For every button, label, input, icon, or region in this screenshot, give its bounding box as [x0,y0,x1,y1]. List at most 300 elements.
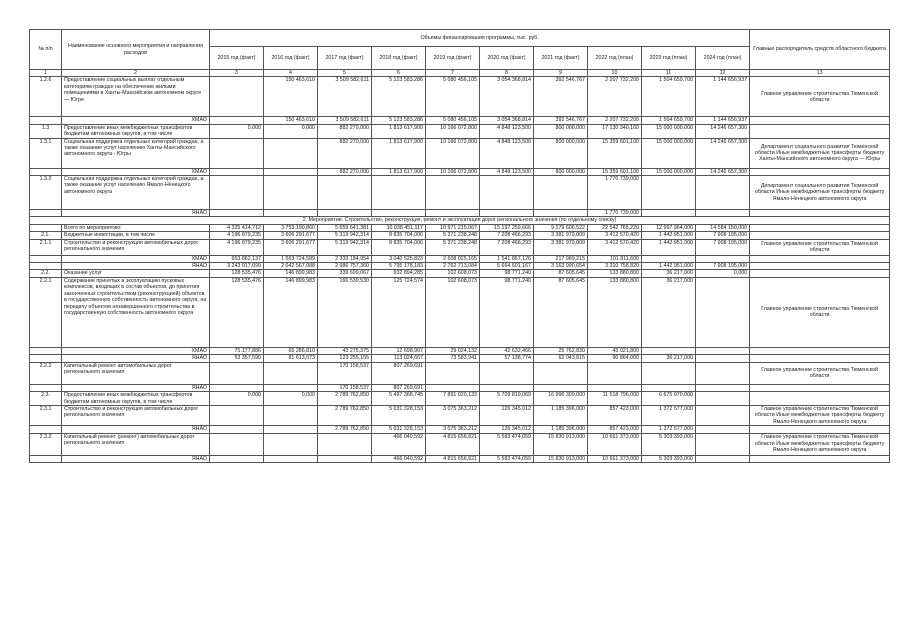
region-label: ЯНАО [62,455,210,462]
row-name: Предоставление иных межбюджетных трансфертов бюджетам автономных округов, в том числе [62,124,210,138]
cell-value: 5 371 238,248 [426,239,480,255]
cell-value: 42 632,466 [480,347,534,354]
cell-value [696,347,750,354]
cell-value: 7 908 195,000 [696,232,750,239]
cell-value [696,176,750,210]
cell-value [210,426,264,433]
cell-value [372,176,426,210]
cell-value: 466 040,592 [372,433,426,455]
cell-value: 2 042 567,088 [264,263,318,270]
distributor-cell [750,455,890,462]
column-index: 8 [480,70,534,77]
column-index: 6 [372,70,426,77]
distributor-cell [750,263,890,270]
cell-value [210,77,264,117]
cell-value: 15 359 601,100 [588,168,642,175]
cell-value [210,117,264,124]
cell-value [480,384,534,391]
column-index: 3 [210,70,264,77]
region-label: ХМАО [62,168,210,175]
distributor-cell [750,224,890,231]
cell-value: 3 753 190,860 [264,224,318,231]
cell-value: 90 864,000 [588,355,642,362]
table-row [30,138,890,168]
distributor-cell [750,124,890,138]
table-row [30,224,890,231]
cell-value: 0,000 [264,392,318,406]
cell-value: 3 606 291,677 [264,232,318,239]
cell-value: 98 771,240 [480,270,534,277]
cell-value [642,362,696,384]
cell-value: 3 040 525,823 [372,255,426,262]
cell-value: 1 442 951,000 [642,239,696,255]
cell-value: 2 762 713,084 [426,263,480,270]
table-row [30,217,890,224]
region-label: ХМАО [62,347,210,354]
table-row [30,270,890,277]
cell-value: 101 811,600 [588,255,642,262]
row-number [30,255,62,262]
cell-value: 126 345,012 [480,405,534,425]
cell-value: 3 381 979,009 [534,232,588,239]
col-num-header: № п/п [30,30,62,70]
cell-value: 3 412 570,420 [588,239,642,255]
cell-value: 0,000 [264,124,318,138]
cell-value: 800 000,000 [534,124,588,138]
cell-value: 5 123 583,286 [372,117,426,124]
cell-value: 53 357,590 [210,355,264,362]
row-number [30,263,62,270]
year-header: 2020 год (факт) [480,47,534,70]
section-header: 2. Мероприятие: Строительство, реконструкция, ремонт и эксплуатация дорог регионального значения (по отдельному списку) [30,217,890,224]
distributor-cell [750,355,890,362]
cell-value [372,210,426,217]
column-index: 4 [264,70,318,77]
cell-value: 3 054 368,814 [480,77,534,117]
row-name: Бюджетные инвестиции, в том числе [62,232,210,239]
year-header: 2015 год (факт) [210,47,264,70]
row-name: Социальная поддержка отдельных категорий граждан, а также оказание услуг населению Ханты-Мансийского автономного округа - Югры [62,138,210,168]
table-row [30,263,890,270]
row-name: Строительство и реконструкция автомобильных дорог регионального значения [62,405,210,425]
row-number [30,384,62,391]
cell-value: 217 989,215 [534,255,588,262]
column-index: 1 [30,70,62,77]
table-row [30,176,890,210]
cell-value: 5 303 393,000 [642,433,696,455]
row-number: 2.3.2 [30,433,62,455]
row-name: Капитальный ремонт (ремонт) автомобильных дорог регионального значения [62,433,210,455]
cell-value: 392 546,767 [534,117,588,124]
cell-value: 0,000 [696,270,750,277]
cell-value: 1 813 617,900 [372,124,426,138]
distributor-cell: Главное управление строительства Тюменской области Иные межбюджетные трансферты бюджету Ямало-Ненецкого автономного округа [750,433,890,455]
row-number [30,224,62,231]
cell-value: 3 310 758,820 [588,263,642,270]
table-row [30,405,890,425]
distributor-cell [750,270,890,277]
cell-value [696,405,750,425]
row-number: 2.2. [30,270,62,277]
cell-value [696,384,750,391]
cell-value: 10 166 072,800 [426,124,480,138]
cell-value [264,405,318,425]
cell-value [210,405,264,425]
cell-value: 25 762,830 [534,347,588,354]
cell-value: 1 504 659,700 [642,77,696,117]
column-index: 11 [642,70,696,77]
cell-value [264,433,318,455]
table-row [30,455,890,462]
cell-value [318,455,372,462]
cell-value [210,455,264,462]
cell-value: 14 246 657,300 [696,168,750,175]
cell-value [210,168,264,175]
cell-value: 128 535,476 [210,270,264,277]
region-label: ЯНАО [62,263,210,270]
cell-value [264,455,318,462]
cell-value [210,362,264,384]
row-number [30,168,62,175]
distributor-cell [750,347,890,354]
distributor-cell [750,168,890,175]
cell-value: 2 207 732,200 [588,77,642,117]
cell-value: 22 542 765,220 [588,224,642,231]
column-index: 10 [588,70,642,77]
row-name: Предоставление социальных выплат отдельным категориям граждан на обеспечение жилыми помещениями в Ханты-Мансийском автономном округе — Югре [62,77,210,117]
cell-value [318,433,372,455]
cell-value: 3 509 582,611 [318,77,372,117]
column-index: 13 [750,70,890,77]
cell-value: 3 075 363,212 [426,426,480,433]
cell-value [696,255,750,262]
cell-value: 882 270,000 [318,168,372,175]
cell-value: 1 185 396,000 [534,405,588,425]
cell-value: 1 442 951,000 [642,232,696,239]
cell-value [696,426,750,433]
cell-value [426,384,480,391]
cell-value [210,384,264,391]
cell-value: 1 185 396,000 [534,426,588,433]
table-row [30,347,890,354]
distributor-cell: Департамент социального развития Тюменской области Иные межбюджетные трансферты бюджету Ханты-Мансийского автономного округа — Югры [750,138,890,168]
cell-value [426,176,480,210]
row-name: Предоставление иных межбюджетных трансфертов бюджетам автономных округов, в том числе [62,392,210,406]
cell-value: 2 986 757,360 [318,263,372,270]
cell-value: 7 908 195,000 [696,263,750,270]
cell-value: 146 899,983 [264,270,318,277]
cell-value: 339 699,067 [318,270,372,277]
cell-value: 1 144 656,937 [696,117,750,124]
volumes-header: Объемы финансирования программы, тыс. руб. [210,30,750,47]
cell-value [210,210,264,217]
cell-value [696,392,750,406]
row-name: Строительство и реконструкция автомобильных дорог регионального значения [62,239,210,255]
cell-value: 4 196 879,235 [210,232,264,239]
cell-value: 7 891 020,133 [426,392,480,406]
cell-value [264,426,318,433]
col-name-header: Наименование основного мероприятия и направления расходов [62,30,210,70]
distributor-cell: Департамент социального развития Тюменской области Иные межбюджетные трансферты бюджету Ямало-Ненецкого автономного округа [750,176,890,210]
cell-value: 126 345,012 [480,426,534,433]
cell-value: 123 255,155 [318,355,372,362]
table-row [30,117,890,124]
table-row [30,239,890,255]
row-number: 1.3.1 [30,138,62,168]
cell-value [210,433,264,455]
year-header: 2022 год (план) [588,47,642,70]
cell-value [264,384,318,391]
cell-value: 166 530,530 [318,277,372,347]
row-number [30,347,62,354]
region-label: ХМАО [62,117,210,124]
cell-value: 17 130 340,160 [588,124,642,138]
column-index: 12 [696,70,750,77]
table-row [30,433,890,455]
row-number: 1.2.6 [30,77,62,117]
cell-value: 800 000,000 [534,138,588,168]
row-name: Содержание принятых в эксплуатацию пусковых комплексов, входящих в состав объектов, до принятия законченных строительством (реконструкцией) объектов в государственную собственность автономного округа, на передачу объектов незавершенного строительства в государственную собственность автономного округа [62,277,210,347]
cell-value [696,355,750,362]
cell-value: 12 698,907 [372,347,426,354]
cell-value: 3 381 979,009 [534,239,588,255]
distributor-cell: Главное управление строительства Тюменской области [750,277,890,347]
cell-value: 29 024,132 [426,347,480,354]
financing-table [29,29,890,463]
cell-value: 15 000 000,000 [642,124,696,138]
cell-value: 5 795 178,183 [372,263,426,270]
row-number: 2.1.1 [30,239,62,255]
cell-value: 1 372 577,000 [642,405,696,425]
cell-value: 857 423,000 [588,405,642,425]
cell-value: 5 080 456,105 [426,117,480,124]
cell-value: 102 608,073 [426,270,480,277]
row-number: 2.1. [30,232,62,239]
row-number: 2.3. [30,392,62,406]
distributor-cell [750,384,890,391]
cell-value: 14 584 150,000 [696,224,750,231]
cell-value [696,433,750,455]
row-number: 2.2.2 [30,362,62,384]
cell-value: 5 497 368,745 [372,392,426,406]
cell-value: 807 269,691 [372,384,426,391]
row-number [30,117,62,124]
column-index: 9 [534,70,588,77]
region-label: ЯНАО [62,210,210,217]
cell-value: 10 038 451,117 [372,224,426,231]
cell-value: 2 789 762,850 [318,392,372,406]
cell-value: 98 771,240 [480,277,534,347]
cell-value: 65 286,810 [264,347,318,354]
table-row [30,355,890,362]
cell-value: 5 123 583,286 [372,77,426,117]
row-number: 2.3.1 [30,405,62,425]
cell-value [264,362,318,384]
cell-value [210,176,264,210]
cell-value: 15 000 000,000 [642,138,696,168]
cell-value [426,362,480,384]
table-row [30,277,890,347]
distributor-cell: Главное управление строительства Тюменской области [750,362,890,384]
cell-value: 3 163 990,654 [534,263,588,270]
cell-value: 0,000 [210,392,264,406]
cell-value: 857 423,000 [588,426,642,433]
cell-value: 43 275,375 [318,347,372,354]
table-row [30,168,890,175]
cell-value: 1 813 617,900 [372,138,426,168]
cell-value: 10 166 072,800 [426,168,480,175]
cell-value: 10 661 373,000 [588,455,642,462]
table-row [30,362,890,384]
cell-value: 5 319 942,314 [318,239,372,255]
cell-value: 10 661 373,000 [588,433,642,455]
cell-value [642,384,696,391]
cell-value: 3 606 291,677 [264,239,318,255]
cell-value: 10 971 215,067 [426,224,480,231]
cell-value: 15 359 601,100 [588,138,642,168]
cell-value: 3 075 363,212 [426,405,480,425]
cell-value: 5 031 328,153 [372,405,426,425]
cell-value: 5 583 474,059 [480,433,534,455]
cell-value: 1 770 739,000 [588,210,642,217]
cell-value: 8 835 704,006 [372,239,426,255]
cell-value: 3 243 017,099 [210,263,264,270]
region-label: ЯНАО [62,384,210,391]
cell-value: 15 830 913,000 [534,455,588,462]
cell-value [264,210,318,217]
cell-value: 2 789 762,850 [318,405,372,425]
distributor-cell: Главное управление строительства Тюменской области Иные межбюджетные трансферты бюджету Ямало-Ненецкого автономного округа [750,405,890,425]
cell-value: 882 270,000 [318,124,372,138]
cell-value: 466 040,592 [372,455,426,462]
cell-value: 4 815 656,921 [426,455,480,462]
cell-value: 36 217,000 [642,277,696,347]
cell-value: 5 303 393,000 [642,455,696,462]
cell-value: 3 054 368,814 [480,117,534,124]
cell-value [696,362,750,384]
table-row [30,124,890,138]
cell-value: 5 319 942,314 [318,232,372,239]
cell-value [264,176,318,210]
cell-value: 953 862,137 [210,255,264,262]
cell-value: 170 158,537 [318,384,372,391]
row-name: Оказание услуг [62,270,210,277]
cell-value: 36 217,000 [642,355,696,362]
cell-value: 133 880,800 [588,270,642,277]
cell-value: 1 813 617,900 [372,168,426,175]
cell-value: 4 848 123,500 [480,168,534,175]
cell-value: 5 709 819,069 [480,392,534,406]
cell-value: 81 613,073 [264,355,318,362]
row-number [30,210,62,217]
cell-value: 15 000 000,000 [642,168,696,175]
row-number [30,355,62,362]
distributor-cell [750,426,890,433]
row-number: 1.3 [30,124,62,138]
cell-value [642,255,696,262]
cell-value [264,138,318,168]
table-row [30,210,890,217]
cell-value: 2 333 184,954 [318,255,372,262]
cell-value: 146 899,983 [264,277,318,347]
distributor-cell [750,392,890,406]
year-header: 2017 год (факт) [318,47,372,70]
cell-value [642,347,696,354]
cell-value: 133 880,800 [588,277,642,347]
cell-value: 1 442 951,000 [642,263,696,270]
cell-value: 10 166 072,800 [426,138,480,168]
cell-value [696,277,750,347]
cell-value: 5 664 601,167 [480,263,534,270]
cell-value: 14 246 657,300 [696,124,750,138]
distributor-cell: Главное управление строительства Тюменской области [750,239,890,255]
cell-value: 87 605,645 [534,270,588,277]
cell-value: 9 179 606,522 [534,224,588,231]
cell-value [696,210,750,217]
distributor-cell: Главное управление строительства Тюменской области [750,77,890,117]
cell-value [210,138,264,168]
table-row [30,77,890,117]
cell-value: 8 835 704,006 [372,232,426,239]
cell-value [480,176,534,210]
distributor-cell [750,232,890,239]
cell-value [696,455,750,462]
table-row [30,255,890,262]
cell-value: 125 724,574 [372,277,426,347]
row-number [30,426,62,433]
cell-value: 4 848 123,500 [480,124,534,138]
cell-value: 932 894,285 [372,270,426,277]
distributor-header: Главные распорядитель средств областного бюджета [750,30,890,70]
cell-value: 2 789 762,850 [318,426,372,433]
cell-value: 16 996 309,000 [534,392,588,406]
cell-value: 3 412 570,420 [588,232,642,239]
cell-value [534,362,588,384]
column-index: 5 [318,70,372,77]
cell-value: 15 830 913,000 [534,433,588,455]
cell-value: 0,000 [210,124,264,138]
region-label: ХМАО [62,255,210,262]
cell-value: 1 770 739,000 [588,176,642,210]
column-index: 2 [62,70,210,77]
cell-value: 128 535,476 [210,277,264,347]
cell-value: 4 848 123,500 [480,138,534,168]
cell-value [426,210,480,217]
year-header: 2016 год (факт) [264,47,318,70]
region-label: ЯНАО [62,355,210,362]
cell-value: 2 608 025,165 [426,255,480,262]
cell-value: 392 546,767 [534,77,588,117]
cell-value: 1 144 656,937 [696,77,750,117]
cell-value: 73 583,941 [426,355,480,362]
column-index: 7 [426,70,480,77]
distributor-cell [750,210,890,217]
row-name: Социальная поддержка отдельных категорий граждан, а также оказание услуг населению Ямало-Ненецкого автономного округа [62,176,210,210]
cell-value: 1 504 659,700 [642,117,696,124]
cell-value [534,210,588,217]
cell-value [534,384,588,391]
cell-value [588,362,642,384]
row-name: Всего по мероприятию: [62,224,210,231]
cell-value [588,384,642,391]
cell-value: 150 463,610 [264,77,318,117]
cell-value [534,176,588,210]
cell-value [318,176,372,210]
cell-value: 7 908 195,000 [696,239,750,255]
cell-value: 36 217,000 [642,270,696,277]
row-number: 1.3.2 [30,176,62,210]
cell-value: 5 583 474,059 [480,455,534,462]
